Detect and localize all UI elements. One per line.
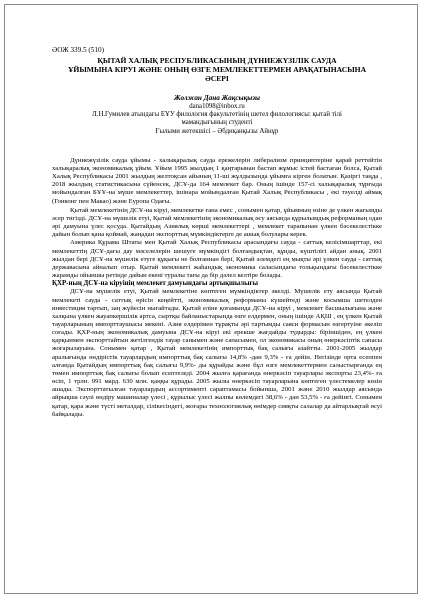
author-email: dana1098@inbox.ru — [189, 103, 245, 110]
body-paragraph: ДСҰ-на мүшелік етуі, Қытай мемлекетіне көптеген мүмкіндіктер әкелді. Мүшелік ету аясында Қытай мемлекеті сауда - саттық өрісін кеңейтті, экономикалық реформаны күшейтеді және косымша шетелден инвестиция тартып, заң жүйесін нығайтады. Қытай еліне қоғамында ДСҰ-на кіруі , мемлекет басшылығына және халқына үлкен жауапкершілік артса, сыртқы байланыстарында өзге елдермен, оның ішінде АҚШ , ең үлкен Қытай тауарларының импорттаушысы мекені. Азия елдерімен тұрақты әрі тартымды саяси формасын өзгертуіне әкеліп соғады. ҚХР-ның экономикалық дамуына ДСҰ-на кіруі екі ерекше жағдайды тудырды: біріншіден, ең үлкен қарқынмен экспорттайтын жетілгендік тауар санымен және сапасымен, ол экономикасы оның өнеркәсіптік сапасы жоғарылауына. Сонымен қатар , Қытай мемлекетінің импорттық бақ салығы азайтты. 2001-2005 жылдар аралығында өндірістік тауарлардың импорттық бақ салығы 14,8% -дан 9,3% - ға дейін. Негізінде орта есеппен алғанда Қытайдың импорттық бақ салығы 9,9%- ды құрайды және бұл өзге мемлекеттермен салыстырғанда ең төмен импорттық бақ салығы болып есептеледі. 2004 жылға қарағанда өнеркәсіп тауарлары экспорты 23,4%- ға өсіп, 1 трлн. 991 мард. 630 млн. қаңқы құрады. 2005 жылы өнеркәсіп тауарларына көптеген үлестемелер көзін ашады. Экспорттатылған тауарлардың ассортименті сараптамасы бойынша, 2001 және 2010 жылдар аясында айрықша сәулі өндіру машиналар үлесі , құрылыс үлесі жалпы көлемдегі 38,6% - дан 53,5% - ға дейінгі. Сонымен қатар, қара және түсті металдар, сілікесіндегі, жоғары технологиялық өнімдер сияқты салалар да айтарлықтай өсуі байқалады. — [52, 288, 382, 418]
author-affiliation — [52, 111, 382, 127]
title-line: ҚЫТАЙ ХАЛЫҚ РЕСПУБЛИКАСЫНЫҢ ДҮНИЕЖҮЗІЛІК САУДА — [97, 56, 337, 65]
article-title — [52, 56, 382, 83]
author-name: Жолжан Дана Жақсықызы — [173, 94, 261, 102]
title-line: ҰЙЫМЫНА КІРУІ ЖӘНЕ ОНЫҢ ӨЗГЕ МЕМЛЕКЕТТЕРМЕН АРАҚАТЫНАСЫНА — [67, 65, 367, 74]
udc-code: ӘОЖ 339.5 (510) — [52, 46, 104, 54]
section-heading: ҚХР-ның ДСҰ-на кіруінің мемлекет дамуындағы артықшылығы — [52, 280, 258, 288]
document-page — [52, 46, 382, 419]
body-paragraph: Қытай мемлекетінің ДСҰ-на кіруі, мемлекетке ғана емес , сонымен қатар, ұйымның өзіне де үлкен жағымды әсер тигізді. ДСҰ-на мүшелік етуі, Қытай мемлекетінің экономикалық өсу аясында құрылымдық реформаның одан әрі дамуына үлес қосуда. Қытайдың Азиялық көрші мемлекеттері , мемлекет тарапынан үлкен бәсекелестікке дайын болып қана қоймай, жаңадан экспорттық мүмкіндіктерге де ашық болулары керек. — [52, 206, 382, 239]
scientific-advisor: Ғылыми жетекшісі – Әбдиқанқызы Айнұр — [155, 127, 279, 135]
affiliation-line: Л.Н.Гумилев атындағы ЕҰУ филология факультетінің шетел филологиясы: қытай тілі — [92, 111, 342, 119]
abstract-paragraph: Дүниежүзілік сауда ұйымы - халықаралық сауда ережелерін либерализм принциптеріне қарай реттейтін халықаралық экономикалық ұйым. Ұйым 1995 жылдың 1 қаңтарынан бастап жұмыс істей бастаған болса, Қытай Халық Республикасы 2001 жылдың желтоқсан айының 11-ші жұлдызында ұйымға кірген болатын. Қазіргі таңда , 2018 жылдың статистикасына сүйенсек, ДСҰ-да 164 мемлекет бар. Оның ішінде 157-сі халықаралық тұрғыда мойындалған БҰҰ-на мүше мемлекеттер, ішінара мойындалған Қытай Халық Республикасы , екі тәуелді аймақ (Гонконг пен Макао) және Еуропа Одағы. — [52, 156, 382, 205]
title-line: ӘСЕРІ — [205, 74, 229, 83]
body-paragraph: Америка Құрама Штаты мен Қытай Халық Республикасы арасындағы сауда - саттық келісімшарттар, екі мемлекеттің ДСҰ-дағы дау мәселелерін шешуге мүмкіндігі болғандықтан, құнды, күштілігі айдан анық. 2001 жылдан бері ДСҰ-на мүшелік етуге құқығы не болғаннан бері, Қытай әлемдегі ең мықты әрі үлкен сауда - саттық державасына айналып отыр. Қытай мемлекеті жаһандық экономика саласындағы тольқындағы бәсекелестікке жарамды ойыншы ретінде дайын екені туралы тағы да бір дәлел келтіре болады. — [52, 239, 382, 279]
affiliation-line: мамандығының студенті — [181, 119, 253, 127]
